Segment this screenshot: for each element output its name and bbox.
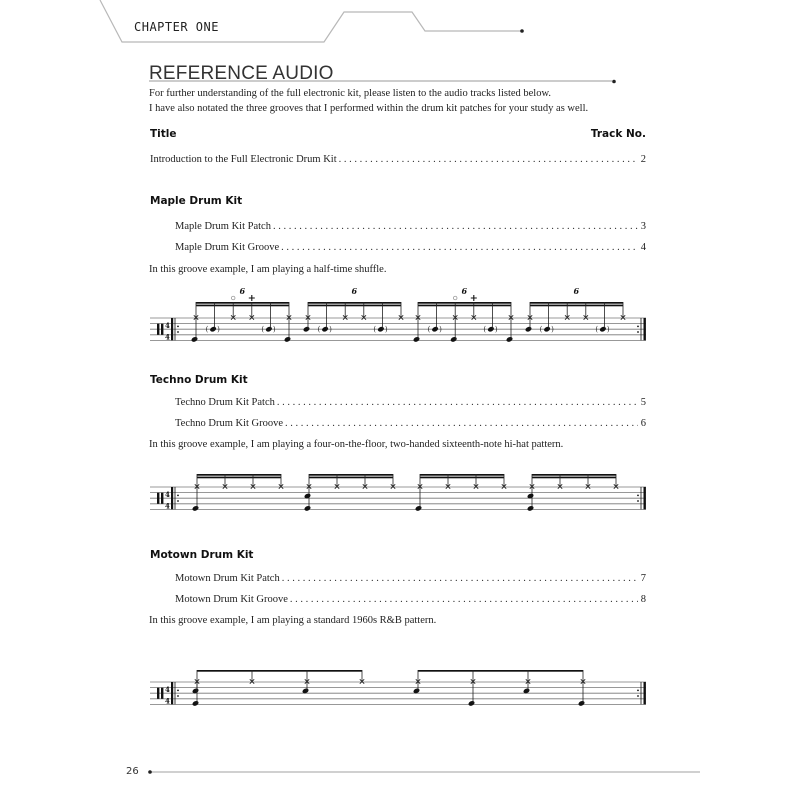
- ghost-snare-note: [321, 326, 329, 333]
- time-signature-bottom: 4: [165, 696, 170, 706]
- ghost-snare-note: [487, 326, 495, 333]
- start-repeat-barline: [171, 682, 173, 704]
- ghost-paren: (: [205, 325, 209, 334]
- ghost-paren: ): [606, 325, 610, 334]
- repeat-dot: [177, 326, 179, 328]
- track-row[interactable]: [175, 242, 646, 253]
- bass-drum-note: [506, 336, 514, 343]
- section-title: REFERENCE AUDIO: [149, 63, 334, 84]
- bass-drum-note: [413, 336, 421, 343]
- ghost-snare-note: [431, 326, 439, 333]
- track-row[interactable]: [175, 418, 646, 429]
- tuplet-number: 6: [351, 286, 358, 296]
- time-signature-top: 4: [165, 685, 170, 695]
- ghost-paren: ): [272, 325, 276, 334]
- bass-drum-note: [415, 505, 423, 512]
- tuplet-number: 6: [573, 286, 580, 296]
- leader-dots: [281, 242, 638, 253]
- end-repeat-barline: [644, 487, 646, 509]
- closed-hihat-symbol: [249, 295, 255, 301]
- track-number: 4: [640, 242, 646, 253]
- footer-rule: [0, 766, 800, 778]
- track-number: 5: [640, 397, 646, 408]
- repeat-dot: [177, 695, 179, 697]
- beam: [532, 474, 616, 476]
- beam: [420, 477, 504, 479]
- bass-drum-note: [304, 505, 312, 512]
- repeat-dot: [637, 690, 639, 692]
- repeat-dot: [637, 326, 639, 328]
- open-hihat-symbol: [231, 296, 235, 300]
- beam: [418, 305, 511, 307]
- open-hihat-symbol: [453, 296, 457, 300]
- beam: [532, 477, 616, 479]
- groove-description: In this groove example, I am playing a half-time shuffle.: [149, 264, 387, 275]
- beam: [530, 302, 623, 304]
- track-row[interactable]: [175, 573, 646, 584]
- bass-drum-note: [191, 336, 199, 343]
- snare-note: [303, 326, 311, 333]
- ghost-paren: ): [494, 325, 498, 334]
- groove-description: In this groove example, I am playing a standard 1960s R&B pattern.: [149, 615, 437, 626]
- end-repeat-barline: [644, 318, 646, 340]
- leader-dots: [277, 397, 638, 408]
- chapter-header-rule: [0, 0, 800, 60]
- bass-drum-note: [468, 700, 476, 707]
- ghost-snare-note: [543, 326, 551, 333]
- leader-dots: [273, 221, 638, 232]
- repeat-dot: [637, 500, 639, 502]
- ghost-snare-note: [265, 326, 273, 333]
- groove-description: In this groove example, I am playing a four-on-the-floor, two-handed sixteenth-note hi-hat pattern.: [149, 439, 564, 450]
- beam: [418, 670, 583, 672]
- start-repeat-barline: [171, 487, 173, 509]
- track-row[interactable]: [175, 221, 646, 232]
- notation-staff-techno: [0, 455, 800, 525]
- beam: [309, 474, 393, 476]
- track-row[interactable]: [150, 154, 646, 165]
- bass-drum-note: [527, 505, 535, 512]
- track-number: 6: [640, 418, 646, 429]
- track-title: Techno Drum Kit Patch: [175, 397, 275, 408]
- beam: [308, 302, 401, 304]
- leader-dots: [282, 573, 638, 584]
- tuplet-number: 6: [239, 286, 246, 296]
- ghost-paren: ): [329, 325, 332, 334]
- track-title: Techno Drum Kit Groove: [175, 418, 284, 429]
- chapter-label: CHAPTER ONE: [134, 20, 219, 34]
- percussion-clef: [157, 688, 159, 699]
- time-signature-top: 4: [165, 490, 170, 500]
- ghost-paren: (: [539, 325, 543, 334]
- percussion-clef: [161, 324, 163, 335]
- track-title: Motown Drum Kit Groove: [175, 594, 288, 605]
- ghost-paren: (: [317, 325, 321, 334]
- beam: [418, 302, 511, 304]
- time-signature-top: 4: [165, 321, 170, 331]
- kit-heading-maple: Maple Drum Kit: [150, 195, 243, 207]
- section-title-rule: [0, 75, 800, 85]
- beam: [196, 305, 289, 307]
- beam: [197, 477, 281, 479]
- ghost-paren: ): [551, 325, 554, 334]
- ghost-paren: ): [384, 325, 388, 334]
- beam: [196, 302, 289, 304]
- leader-dots: [339, 154, 638, 165]
- ghost-paren: (: [261, 325, 265, 334]
- ghost-snare-note: [599, 326, 607, 333]
- leader-dots: [285, 418, 638, 429]
- beam: [420, 474, 504, 476]
- repeat-dot: [637, 695, 639, 697]
- leader-dots: [290, 594, 638, 605]
- notation-staff-maple: [0, 280, 800, 360]
- track-title: Motown Drum Kit Patch: [175, 573, 280, 584]
- ghost-paren: (: [483, 325, 487, 334]
- kit-heading-motown: Motown Drum Kit: [150, 549, 254, 561]
- beam: [197, 670, 362, 672]
- page-number: 26: [126, 766, 139, 777]
- percussion-clef: [161, 688, 163, 699]
- repeat-dot: [177, 500, 179, 502]
- tuplet-number: 6: [461, 286, 468, 296]
- ghost-snare-note: [209, 326, 217, 333]
- time-signature-bottom: 4: [165, 501, 170, 511]
- track-number: 8: [640, 594, 646, 605]
- bass-drum-note: [450, 336, 458, 343]
- notation-staff-motown: [0, 650, 800, 720]
- bass-drum-note: [192, 505, 200, 512]
- ghost-paren: (: [373, 325, 377, 334]
- end-repeat-barline: [644, 682, 646, 704]
- bass-drum-note: [578, 700, 586, 707]
- track-number: 3: [640, 221, 646, 232]
- track-row[interactable]: [175, 397, 646, 408]
- beam: [308, 305, 401, 307]
- repeat-dot: [637, 331, 639, 333]
- start-repeat-barline: [171, 318, 173, 340]
- beam: [197, 474, 281, 476]
- track-title: Introduction to the Full Electronic Drum Kit: [150, 154, 337, 165]
- track-title: Maple Drum Kit Groove: [175, 242, 280, 253]
- bass-drum-note: [284, 336, 292, 343]
- repeat-dot: [177, 331, 179, 333]
- repeat-dot: [177, 495, 179, 497]
- ghost-paren: ): [439, 325, 442, 334]
- track-row[interactable]: [175, 594, 646, 605]
- column-header-track: Track No.: [590, 128, 646, 140]
- column-header-title: Title: [150, 128, 177, 140]
- track-title: Maple Drum Kit Patch: [175, 221, 271, 232]
- closed-hihat-symbol: [471, 295, 477, 301]
- kit-heading-techno: Techno Drum Kit: [150, 374, 248, 386]
- repeat-dot: [637, 495, 639, 497]
- beam: [530, 305, 623, 307]
- beam: [309, 477, 393, 479]
- repeat-dot: [177, 690, 179, 692]
- ghost-paren: (: [427, 325, 431, 334]
- percussion-clef: [157, 324, 159, 335]
- intro-line-2: I have also notated the three grooves that I performed within the drum kit patches for your study as well.: [149, 103, 589, 114]
- bass-drum-note: [192, 700, 200, 707]
- intro-line-1: For further understanding of the full electronic kit, please listen to the audio tracks listed below.: [149, 88, 551, 99]
- ghost-paren: ): [217, 325, 220, 334]
- percussion-clef: [157, 493, 159, 504]
- percussion-clef: [161, 493, 163, 504]
- ghost-paren: (: [595, 325, 599, 334]
- snare-note: [525, 326, 533, 333]
- track-number: 2: [640, 154, 646, 165]
- ghost-snare-note: [377, 326, 385, 333]
- time-signature-bottom: 4: [165, 332, 170, 342]
- track-number: 7: [640, 573, 646, 584]
